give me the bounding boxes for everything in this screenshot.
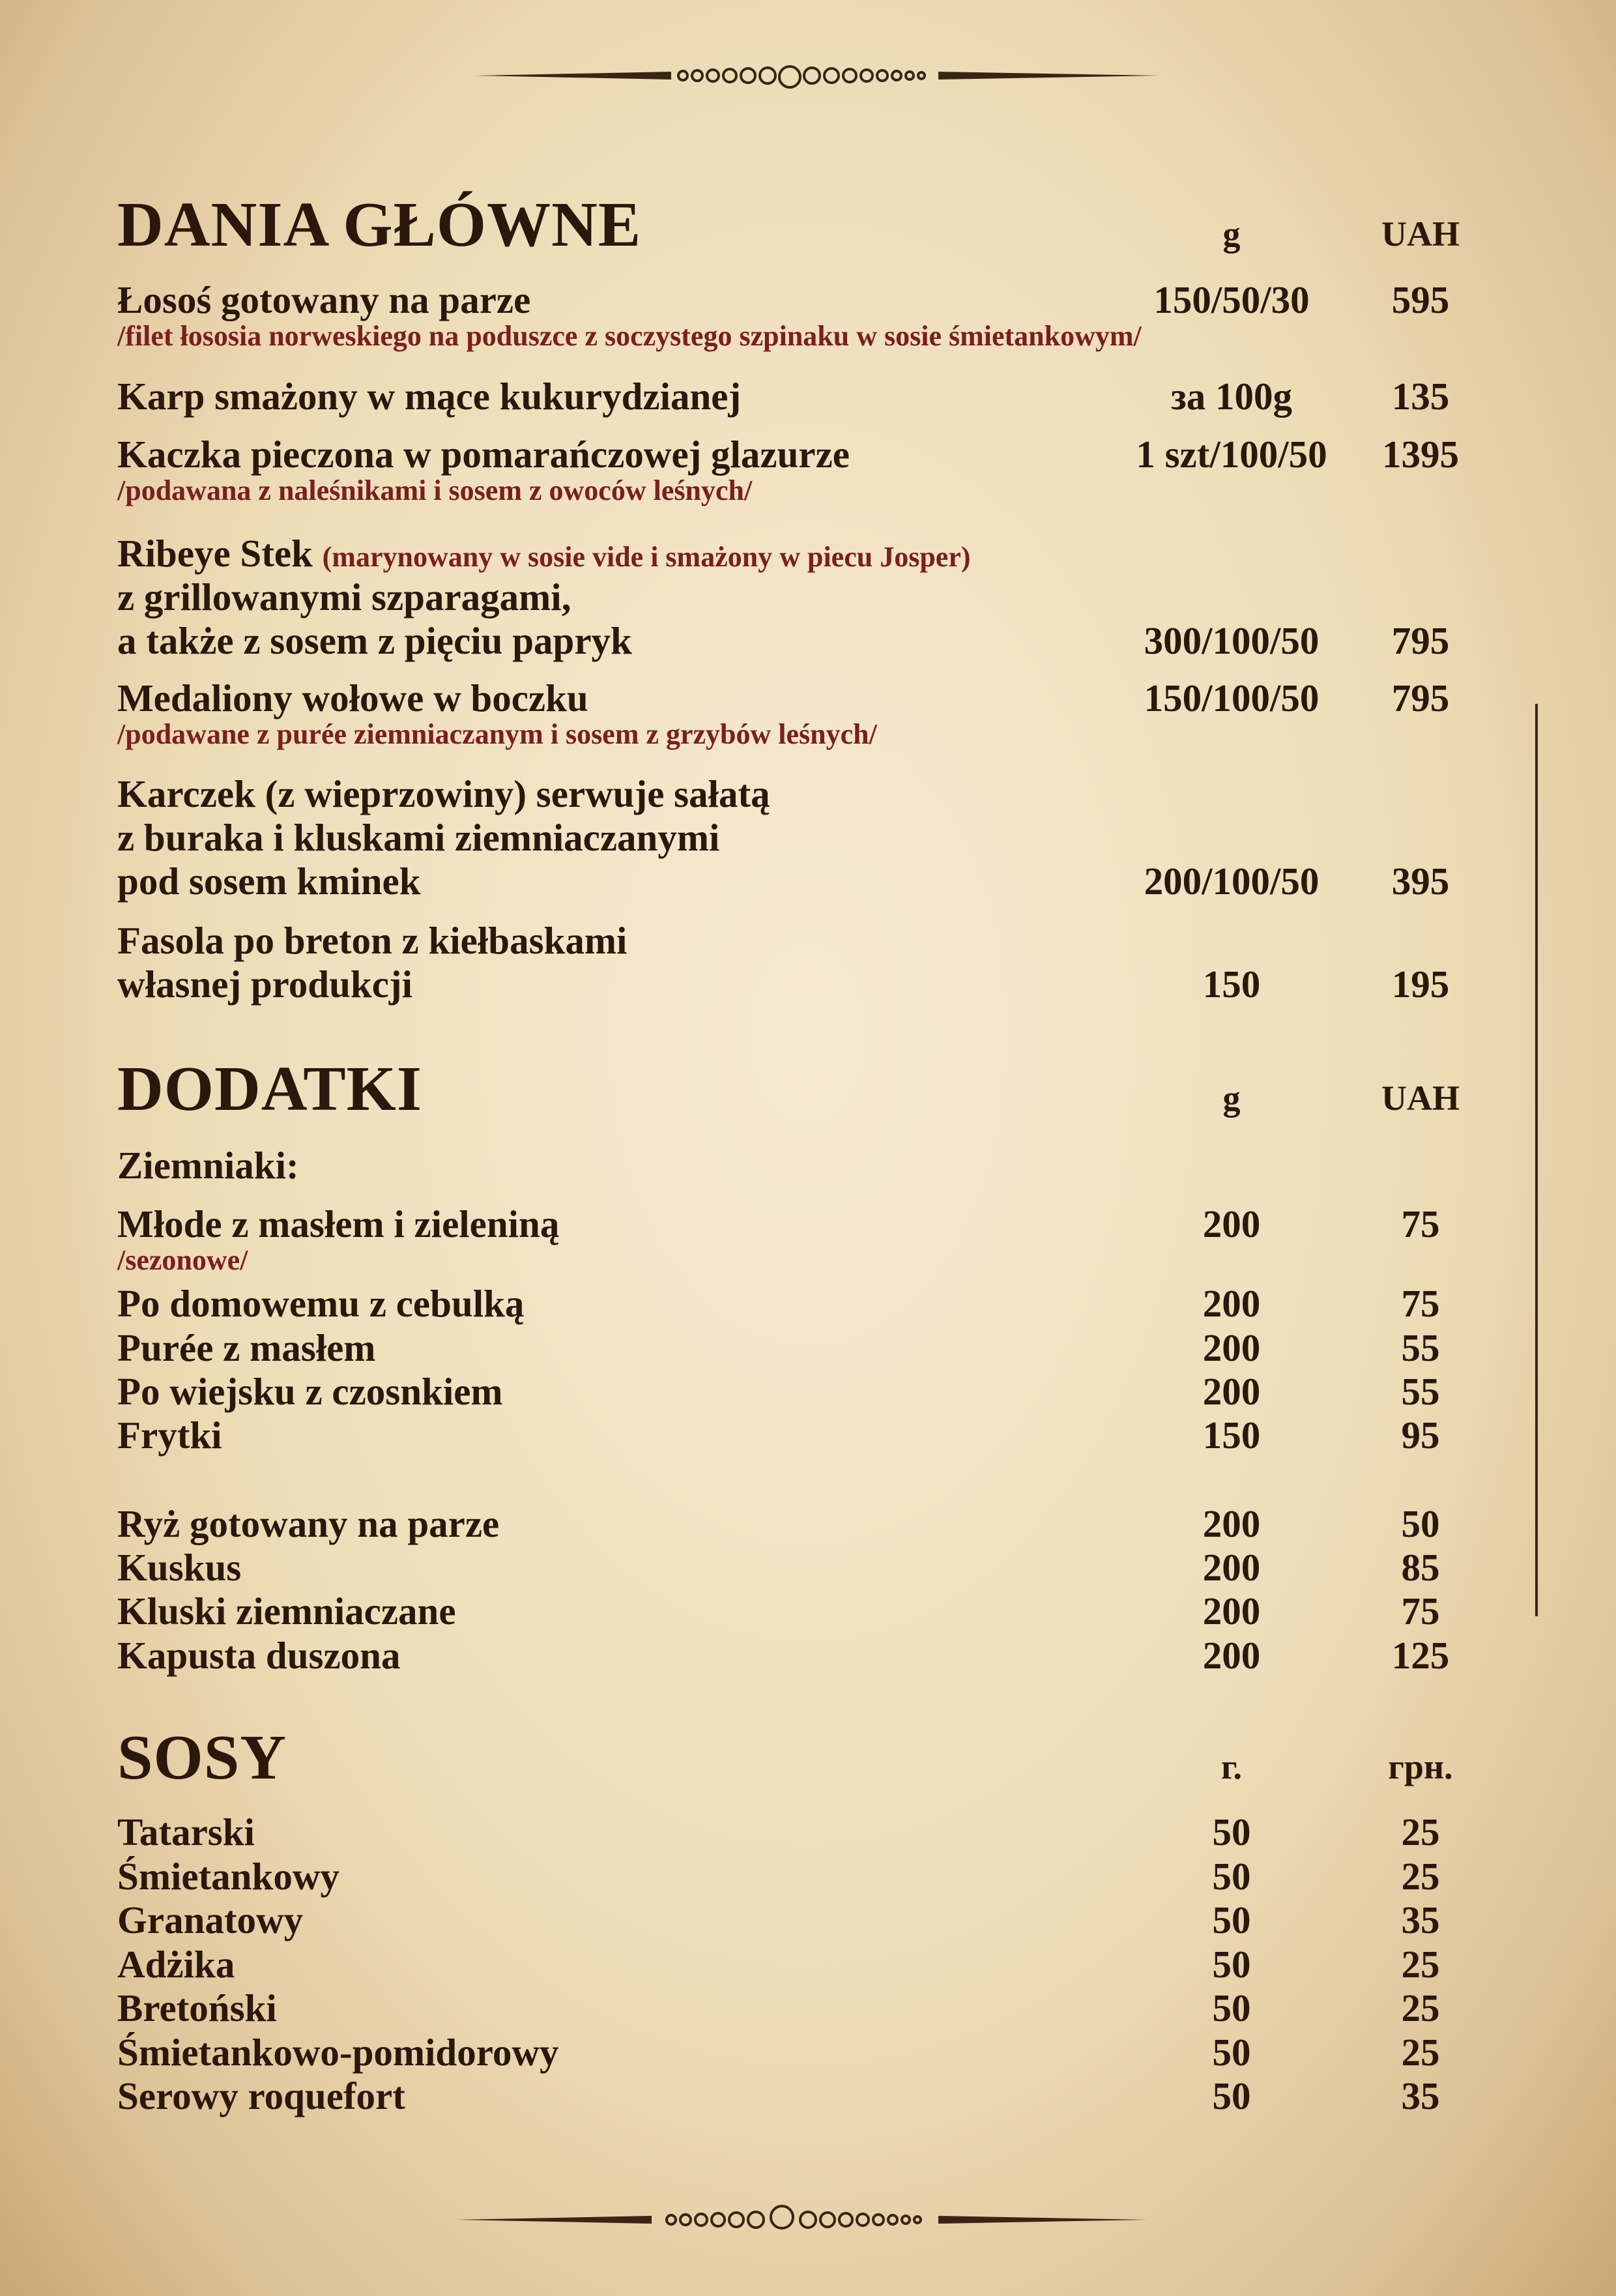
item-price: 75 <box>1401 1282 1440 1325</box>
item-description: /podawane z purée ziemniaczanym i sosem z grzybów leśnych/ <box>117 718 877 750</box>
item-name: Kuskus <box>117 1546 242 1589</box>
item-name: Adżika <box>117 1943 235 1986</box>
item-weight: 200/100/50 <box>1144 860 1320 903</box>
column-header-price: UAH <box>1381 214 1460 254</box>
item-weight: 200 <box>1202 1502 1261 1545</box>
item-price: 135 <box>1391 375 1450 418</box>
item-price: 25 <box>1401 1810 1440 1853</box>
item-weight: 50 <box>1212 1986 1251 2029</box>
item-weight: 50 <box>1212 1855 1251 1898</box>
section-title: DANIA GŁÓWNE <box>117 190 642 260</box>
item-price: 195 <box>1391 963 1450 1006</box>
item-price: 25 <box>1401 1943 1440 1986</box>
item-name: Po wiejsku z czosnkiem <box>117 1370 503 1413</box>
frame-line-right <box>1535 704 1538 1616</box>
item-name-line: Ribeye Stek <box>117 532 313 575</box>
item-name: Łosoś gotowany na parze <box>117 278 531 321</box>
item-name <box>117 532 971 579</box>
item-name: Ryż gotowany na parze <box>117 1502 500 1545</box>
item-description: /filet łososia norweskiego na poduszce z soczystego szpinaku w sosie śmietankowym/ <box>117 320 1142 352</box>
item-price: 795 <box>1391 676 1450 719</box>
item-price: 25 <box>1401 1855 1440 1898</box>
section-title: SOSY <box>117 1722 287 1793</box>
item-name: Kaczka pieczona w pomarańczowej glazurze <box>117 433 850 476</box>
item-price: 50 <box>1401 1502 1440 1545</box>
item-name-line: Fasola po breton z kiełbaskami <box>117 919 628 962</box>
subheading-potatoes: Ziemniaki: <box>117 1144 299 1187</box>
item-weight: 300/100/50 <box>1144 619 1320 662</box>
item-name: Tatarski <box>117 1810 255 1853</box>
column-header-weight: g <box>1222 214 1241 254</box>
item-price: 595 <box>1391 278 1450 321</box>
item-weight: 150/50/30 <box>1153 278 1310 321</box>
item-weight: за 100g <box>1171 375 1292 418</box>
item-weight: 150 <box>1202 963 1261 1006</box>
item-weight: 200 <box>1202 1590 1261 1633</box>
item-weight: 200 <box>1202 1282 1261 1325</box>
item-price: 85 <box>1401 1546 1440 1589</box>
item-price: 1395 <box>1382 433 1459 476</box>
item-name: Kluski ziemniaczane <box>117 1590 456 1633</box>
column-header-price: грн. <box>1388 1747 1453 1786</box>
item-weight: 150 <box>1202 1414 1261 1457</box>
item-name-line: a także z sosem z pięciu papryk <box>117 619 632 662</box>
item-name-line: Karczek (z wieprzowiny) serwuje sałatą <box>117 772 770 815</box>
item-name: Bretoński <box>117 1986 277 2029</box>
bottom-ornament <box>0 2196 1616 2235</box>
item-price: 75 <box>1401 1590 1440 1633</box>
item-name: Frytki <box>117 1414 222 1457</box>
column-header-weight: г. <box>1221 1747 1242 1786</box>
item-weight: 200 <box>1202 1202 1261 1245</box>
item-weight: 150/100/50 <box>1144 676 1320 719</box>
item-price: 95 <box>1401 1414 1440 1457</box>
item-name: Po domowemu z cebulką <box>117 1282 525 1325</box>
item-weight: 200 <box>1202 1326 1261 1369</box>
item-price: 25 <box>1401 1986 1440 2029</box>
item-price: 55 <box>1401 1326 1440 1369</box>
item-name: Kapusta duszona <box>117 1634 401 1677</box>
item-name: Serowy roquefort <box>117 2074 405 2117</box>
item-name: Granatowy <box>117 1898 304 1941</box>
item-price: 125 <box>1391 1634 1450 1677</box>
section-header-main <box>117 185 1499 260</box>
item-name: Śmietankowo-pomidorowy <box>117 2031 559 2074</box>
item-price: 395 <box>1391 860 1450 903</box>
item-name: Śmietankowy <box>117 1855 339 1898</box>
section-header-sides <box>117 1049 1499 1124</box>
item-name: Młode z masłem i zieleniną <box>117 1202 560 1245</box>
item-price: 35 <box>1401 2074 1440 2117</box>
item-price: 35 <box>1401 1898 1440 1941</box>
item-description: /podawana z naleśnikami i sosem z owoców leśnych/ <box>117 474 753 506</box>
item-weight: 50 <box>1212 2074 1251 2117</box>
item-name-line: pod sosem kminek <box>117 860 421 903</box>
item-inline-description: (marynowany w sosie vide i smażony w piecu Josper) <box>322 541 971 573</box>
item-weight: 50 <box>1212 1898 1251 1941</box>
item-description: /sezonowe/ <box>117 1244 248 1276</box>
item-name: Karp smażony w mące kukurydzianej <box>117 375 742 418</box>
item-weight: 200 <box>1202 1634 1261 1677</box>
column-header-weight: g <box>1222 1079 1241 1118</box>
item-weight: 200 <box>1202 1370 1261 1413</box>
item-price: 795 <box>1391 619 1450 662</box>
column-header-price: UAH <box>1381 1079 1460 1118</box>
section-header-sauces <box>117 1718 1499 1793</box>
item-name: Purée z masłem <box>117 1326 376 1369</box>
item-name-line: własnej produkcji <box>117 963 412 1006</box>
item-name-line: z grillowanymi szparagami, <box>117 575 571 618</box>
item-weight: 50 <box>1212 1943 1251 1986</box>
item-price: 75 <box>1401 1202 1440 1245</box>
item-name: Medaliony wołowe w boczku <box>117 676 588 719</box>
item-weight: 50 <box>1212 2031 1251 2074</box>
section-title: DODATKI <box>117 1054 423 1124</box>
item-weight: 50 <box>1212 1810 1251 1853</box>
item-price: 55 <box>1401 1370 1440 1413</box>
item-name-line: z buraka i kluskami ziemniaczanymi <box>117 816 720 859</box>
item-price: 25 <box>1401 2031 1440 2074</box>
item-weight: 1 szt/100/50 <box>1136 433 1327 476</box>
item-weight: 200 <box>1202 1546 1261 1589</box>
top-ornament <box>0 65 1616 104</box>
